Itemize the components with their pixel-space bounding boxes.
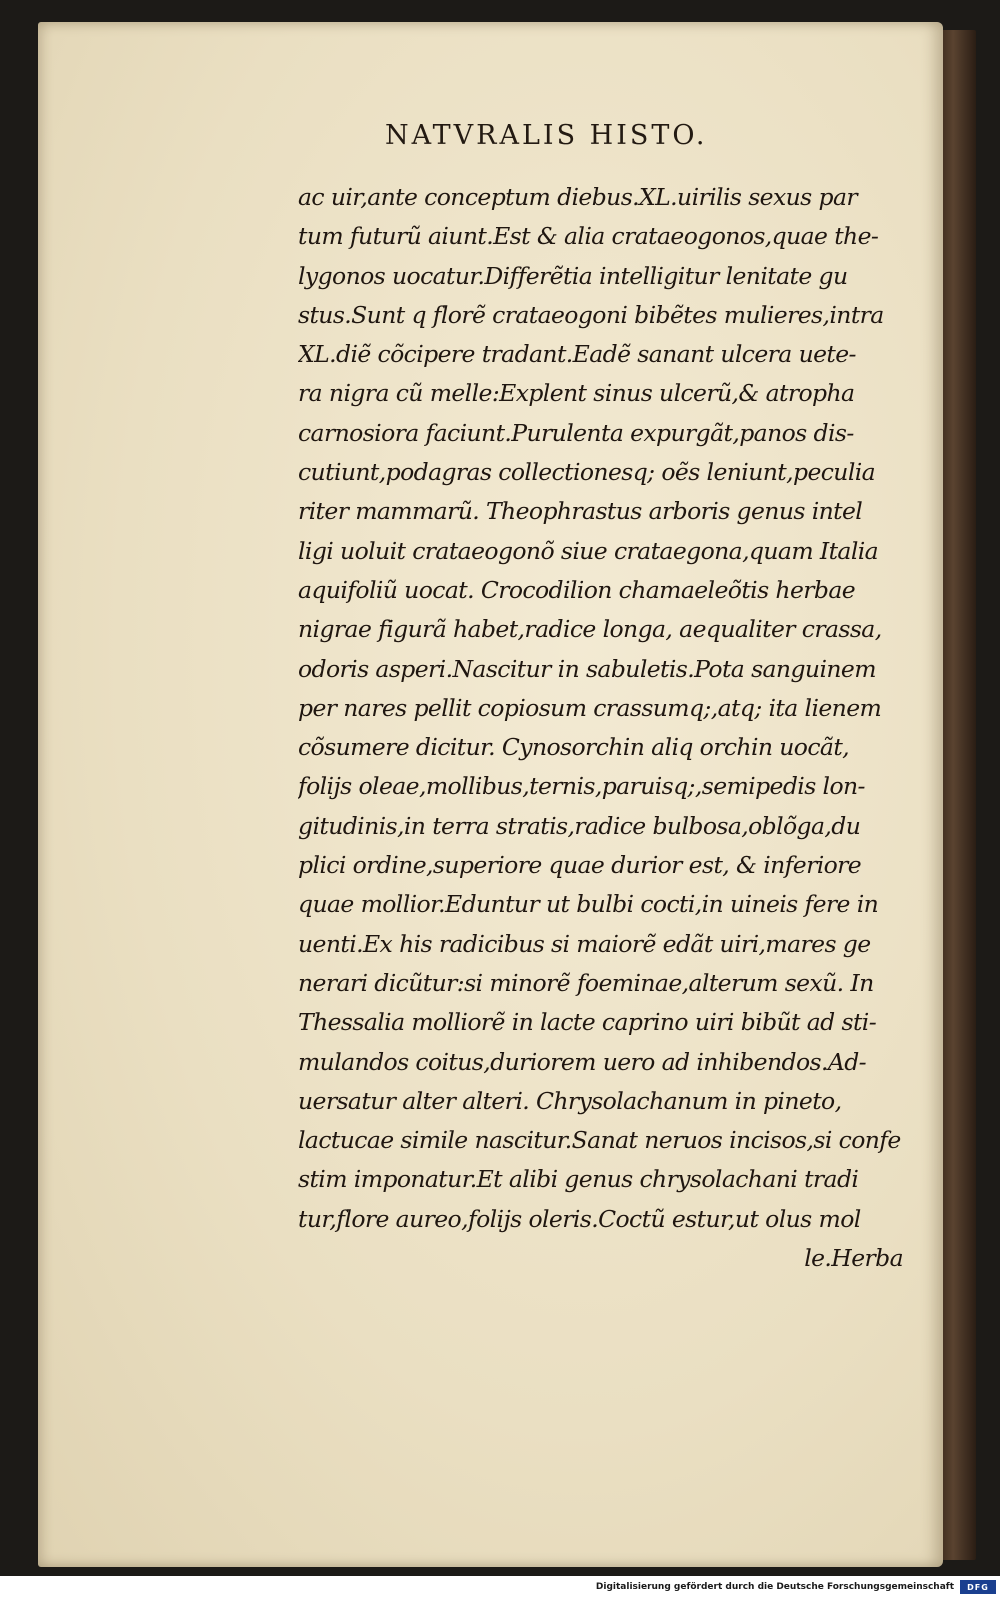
book-edge: [938, 30, 976, 1560]
text-line: XL.diẽ cõcipere tradant.Eadẽ sanant ulcera uete-: [298, 340, 856, 369]
text-line: per nares pellit copiosum crassumq;,atq; ita lienem: [298, 693, 882, 722]
text-line: stus.Sunt q florẽ crataeogoni bibẽtes mulieres,intra: [298, 300, 884, 329]
text-line: mulandos coitus,duriorem uero ad inhibendos.Ad-: [298, 1047, 866, 1076]
text-line: nerari dicũtur:si minorẽ foeminae,alterum sexũ. In: [298, 968, 874, 997]
text-line: riter mammarũ. Theophrastus arboris genus intel: [298, 497, 863, 526]
text-line: plici ordine,superiore quae durior est, & inferiore: [298, 851, 862, 880]
text-line: uenti.Ex his radicibus si maiorẽ edãt uiri,mares ge: [298, 929, 871, 958]
text-line: tum futurũ aiunt.Est & alia crataeogonos,quae the-: [298, 222, 879, 251]
text-line: cutiunt,podagras collectionesq; oẽs leniunt,peculia: [298, 458, 876, 487]
dfg-logo: DFG: [960, 1580, 996, 1594]
text-block: [298, 178, 903, 1278]
text-line: quae mollior.Eduntur ut bulbi cocti,in uineis fere in: [298, 890, 879, 919]
text-line: folijs oleae,mollibus,ternis,paruisq;,semipedis lon-: [298, 772, 865, 801]
text-line: lygonos uocatur.Differẽtia intelligitur lenitate gu: [298, 261, 848, 290]
text-line: odoris asperi.Nascitur in sabuletis.Pota sanguinem: [298, 654, 876, 683]
funding-credit: Digitalisierung gefördert durch die Deutsche Forschungsgemeinschaft: [595, 1582, 954, 1592]
text-line: stim imponatur.Et alibi genus chrysolachani tradi: [298, 1165, 859, 1194]
digitization-footer: [0, 1576, 1000, 1600]
text-line: Thessalia molliorẽ in lacte caprino uiri bibũt ad sti-: [298, 1008, 877, 1037]
running-head: NATVRALIS HISTO.: [385, 120, 708, 151]
text-line: tur,flore aureo,folijs oleris.Coctũ estur,ut olus mol: [298, 1204, 861, 1233]
text-line: cõsumere dicitur. Cynosorchin aliq orchin uocãt,: [298, 733, 850, 762]
text-line: ligi uoluit crataeogonõ siue crataegona,quam Italia: [298, 536, 879, 565]
text-line: ac uir,ante conceptum diebus.XL.uirilis sexus par: [298, 183, 857, 211]
text-line: lactucae simile nascitur.Sanat neruos incisos,si confe: [298, 1126, 901, 1155]
text-line: uersatur alter alteri. Chrysolachanum in pineto,: [298, 1086, 842, 1115]
text-line: aquifoliũ uocat. Crocodilion chamaeleõtis herbae: [298, 575, 856, 604]
text-line: ra nigra cũ melle:Explent sinus ulcerũ,& atropha: [298, 379, 855, 408]
catchword-line: le.Herba: [804, 1244, 903, 1273]
text-line: nigrae figurã habet,radice longa, aequaliter crassa,: [298, 615, 882, 644]
text-line: carnosiora faciunt.Purulenta expurgãt,panos dis-: [298, 418, 854, 447]
text-line: gitudinis,in terra stratis,radice bulbosa,oblõga,du: [298, 811, 861, 840]
